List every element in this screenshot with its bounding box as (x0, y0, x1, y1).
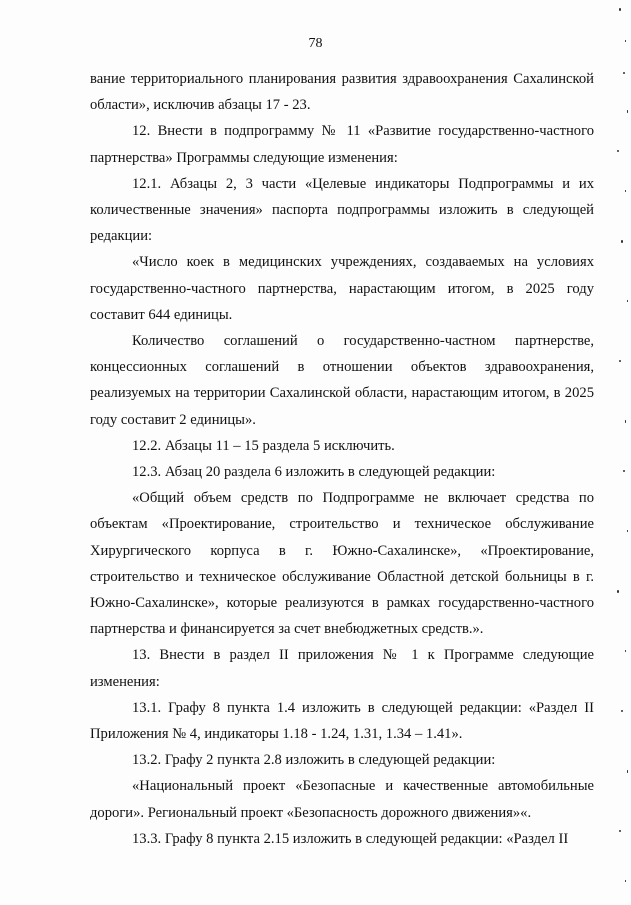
scan-speck (627, 530, 628, 532)
paragraph-quote-agreements: Количество соглашений о государственно-частном партнерстве, концессионных соглашений в отношении объектов здравоохранения, реализуемых на территории Сахалинской области, нарастающим итогом, в 2025 году составит 2 единицы». (90, 333, 594, 428)
paragraph-item-13-2: 13.2. Графу 2 пункта 2.8 изложить в следующей редакции: (132, 752, 496, 769)
paragraph-item-12: 12. Внести в подпрограмму № 11 «Развитие государственно-частного партнерства» Программы следующие изменения: (90, 123, 594, 166)
scan-speck (625, 420, 626, 423)
page-number: 78 (308, 36, 323, 51)
paragraph-item-13: 13. Внести в раздел II приложения № 1 к Программе следующие изменения: (90, 647, 594, 690)
paragraph-item-13-1: 13.1. Графу 8 пункта 1.4 изложить в следующей редакции: «Раздел II Приложения № 4, индикаторы 1.18 - 1.24, 1.31, 1.34 – 1.41». (90, 699, 594, 743)
scan-edge-noise (605, 0, 631, 905)
paragraph-item-13-3: 13.3. Графу 8 пункта 2.15 изложить в следующей редакции: «Раздел II (132, 830, 569, 847)
scan-speck (627, 300, 628, 302)
scan-speck (627, 770, 628, 773)
paragraph-continuation: вание территориального планирования развития здравоохранения Сахалинской области», исключив абзацы 17 - 23. (90, 71, 594, 114)
scan-speck (621, 710, 623, 712)
paragraph-item-12-2: 12.2. Абзацы 11 – 15 раздела 5 исключить. (132, 437, 395, 454)
scan-speck (625, 190, 626, 192)
scan-speck (619, 8, 621, 11)
scan-speck (627, 110, 628, 113)
scan-speck (619, 360, 621, 362)
paragraph-item-12-3: 12.3. Абзац 20 раздела 6 изложить в следующей редакции: (132, 464, 496, 481)
document-body (90, 66, 594, 852)
scan-speck (617, 590, 619, 593)
paragraph-quote-funding: «Общий объем средств по Подпрограмме не включает средства по объектам «Проектирование, строительство и техническое обслуживание Хирургического корпуса в г. Южно-Сахалинске», «Проектирование, строительство и техническое обслуживание Областной детской больницы в г. Южно-Сахалинске», которые реализуются в рамках государственно-частного партнерства и финансируется за счет внебюджетных средств.». (90, 490, 594, 638)
scan-speck (623, 470, 625, 472)
scan-speck (619, 830, 621, 832)
scan-speck (625, 650, 626, 652)
paragraph-quote-beds: «Число коек в медицинских учреждениях, создаваемых на условиях государственно-частного партнерства, нарастающим итогом, в 2025 году составит 644 единицы. (90, 254, 594, 323)
scan-speck (617, 150, 619, 152)
scan-speck (623, 72, 625, 74)
scan-speck (621, 240, 623, 243)
paragraph-item-12-1: 12.1. Абзацы 2, 3 части «Целевые индикаторы Подпрограммы и их количественные значения» паспорта подпрограммы изложить в следующей редакции: (90, 175, 594, 245)
paragraph-quote-national-project: «Национальный проект «Безопасные и качественные автомобильные дороги». Региональный проект «Безопасность дорожного движения»«. (90, 778, 594, 821)
scan-speck (625, 40, 626, 42)
scan-speck (625, 880, 626, 882)
